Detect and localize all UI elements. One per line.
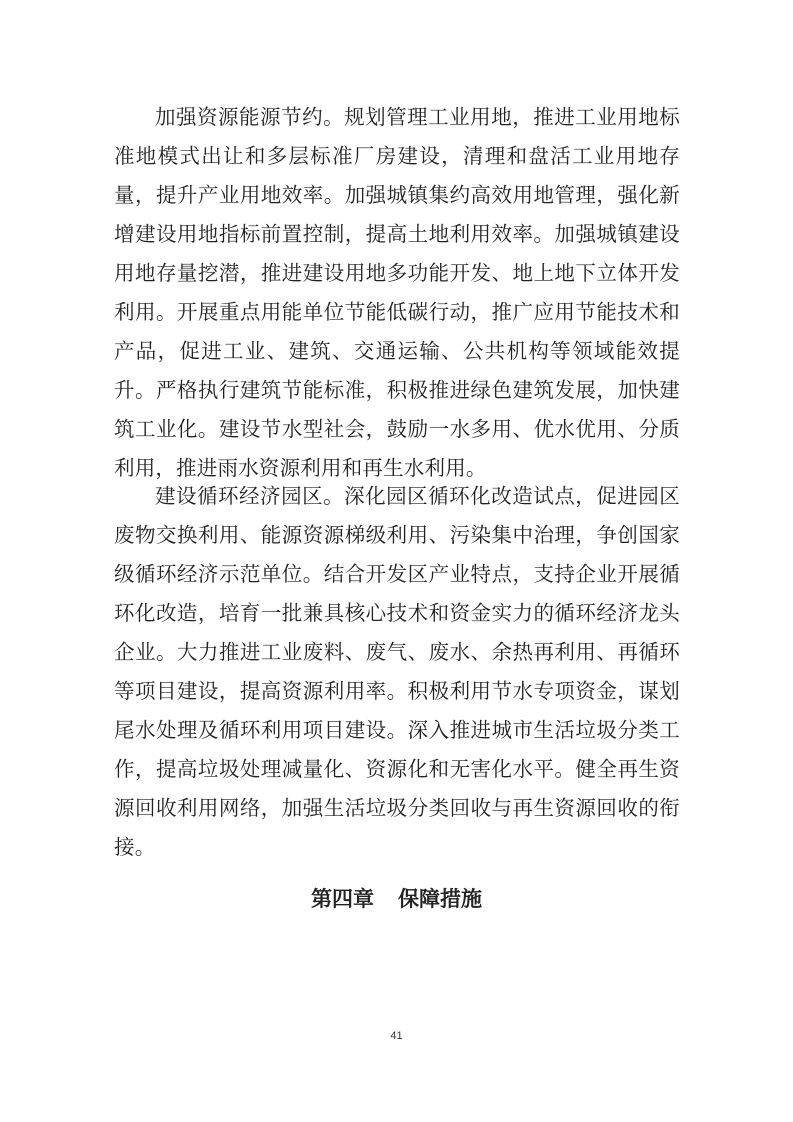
chapter-heading: [0, 884, 793, 914]
page-number: 41: [390, 1030, 403, 1042]
paragraph-circular-economy-park: 建设循环经济园区。深化园区循环化改造试点，促进园区废物交换利用、能源资源梯级利用、污染集中治理，争创国家级循环经济示范单位。结合开发区产业特点，支持企业开展循环化改造，培育一批兼具核心技术和资金实力的循环经济龙头企业。大力推进工业废料、废气、废水、余热再利用、再循环等项目建设，提高资源利用率。积极利用节水专项资金，谋划尾水处理及循环利用项目建设。深入推进城市生活垃圾分类工作，提高垃圾处理减量化、资源化和无害化水平。健全再生资源回收利用网络，加强生活垃圾分类回收与再生资源回收的衔接。: [114, 484, 680, 859]
chapter-number: 第四章: [311, 887, 374, 911]
chapter-title: 保障措施: [398, 887, 482, 911]
paragraph-resource-conservation: 加强资源能源节约。规划管理工业用地，推进工业用地标准地模式出让和多层标准厂房建设，清理和盘活工业用地存量，提升产业用地效率。加强城镇集约高效用地管理，强化新增建设用地指标前置控制，提高土地利用效率。加强城镇建设用地存量挖潜，推进建设用地多功能开发、地上地下立体开发利用。开展重点用能单位节能低碳行动，推广应用节能技术和产品，促进工业、建筑、交通运输、公共机构等领域能效提升。严格执行建筑节能标准，积极推进绿色建筑发展，加快建筑工业化。建设节水型社会，鼓励一水多用、优水优用、分质利用，推进雨水资源利用和再生水利用。: [114, 105, 680, 480]
